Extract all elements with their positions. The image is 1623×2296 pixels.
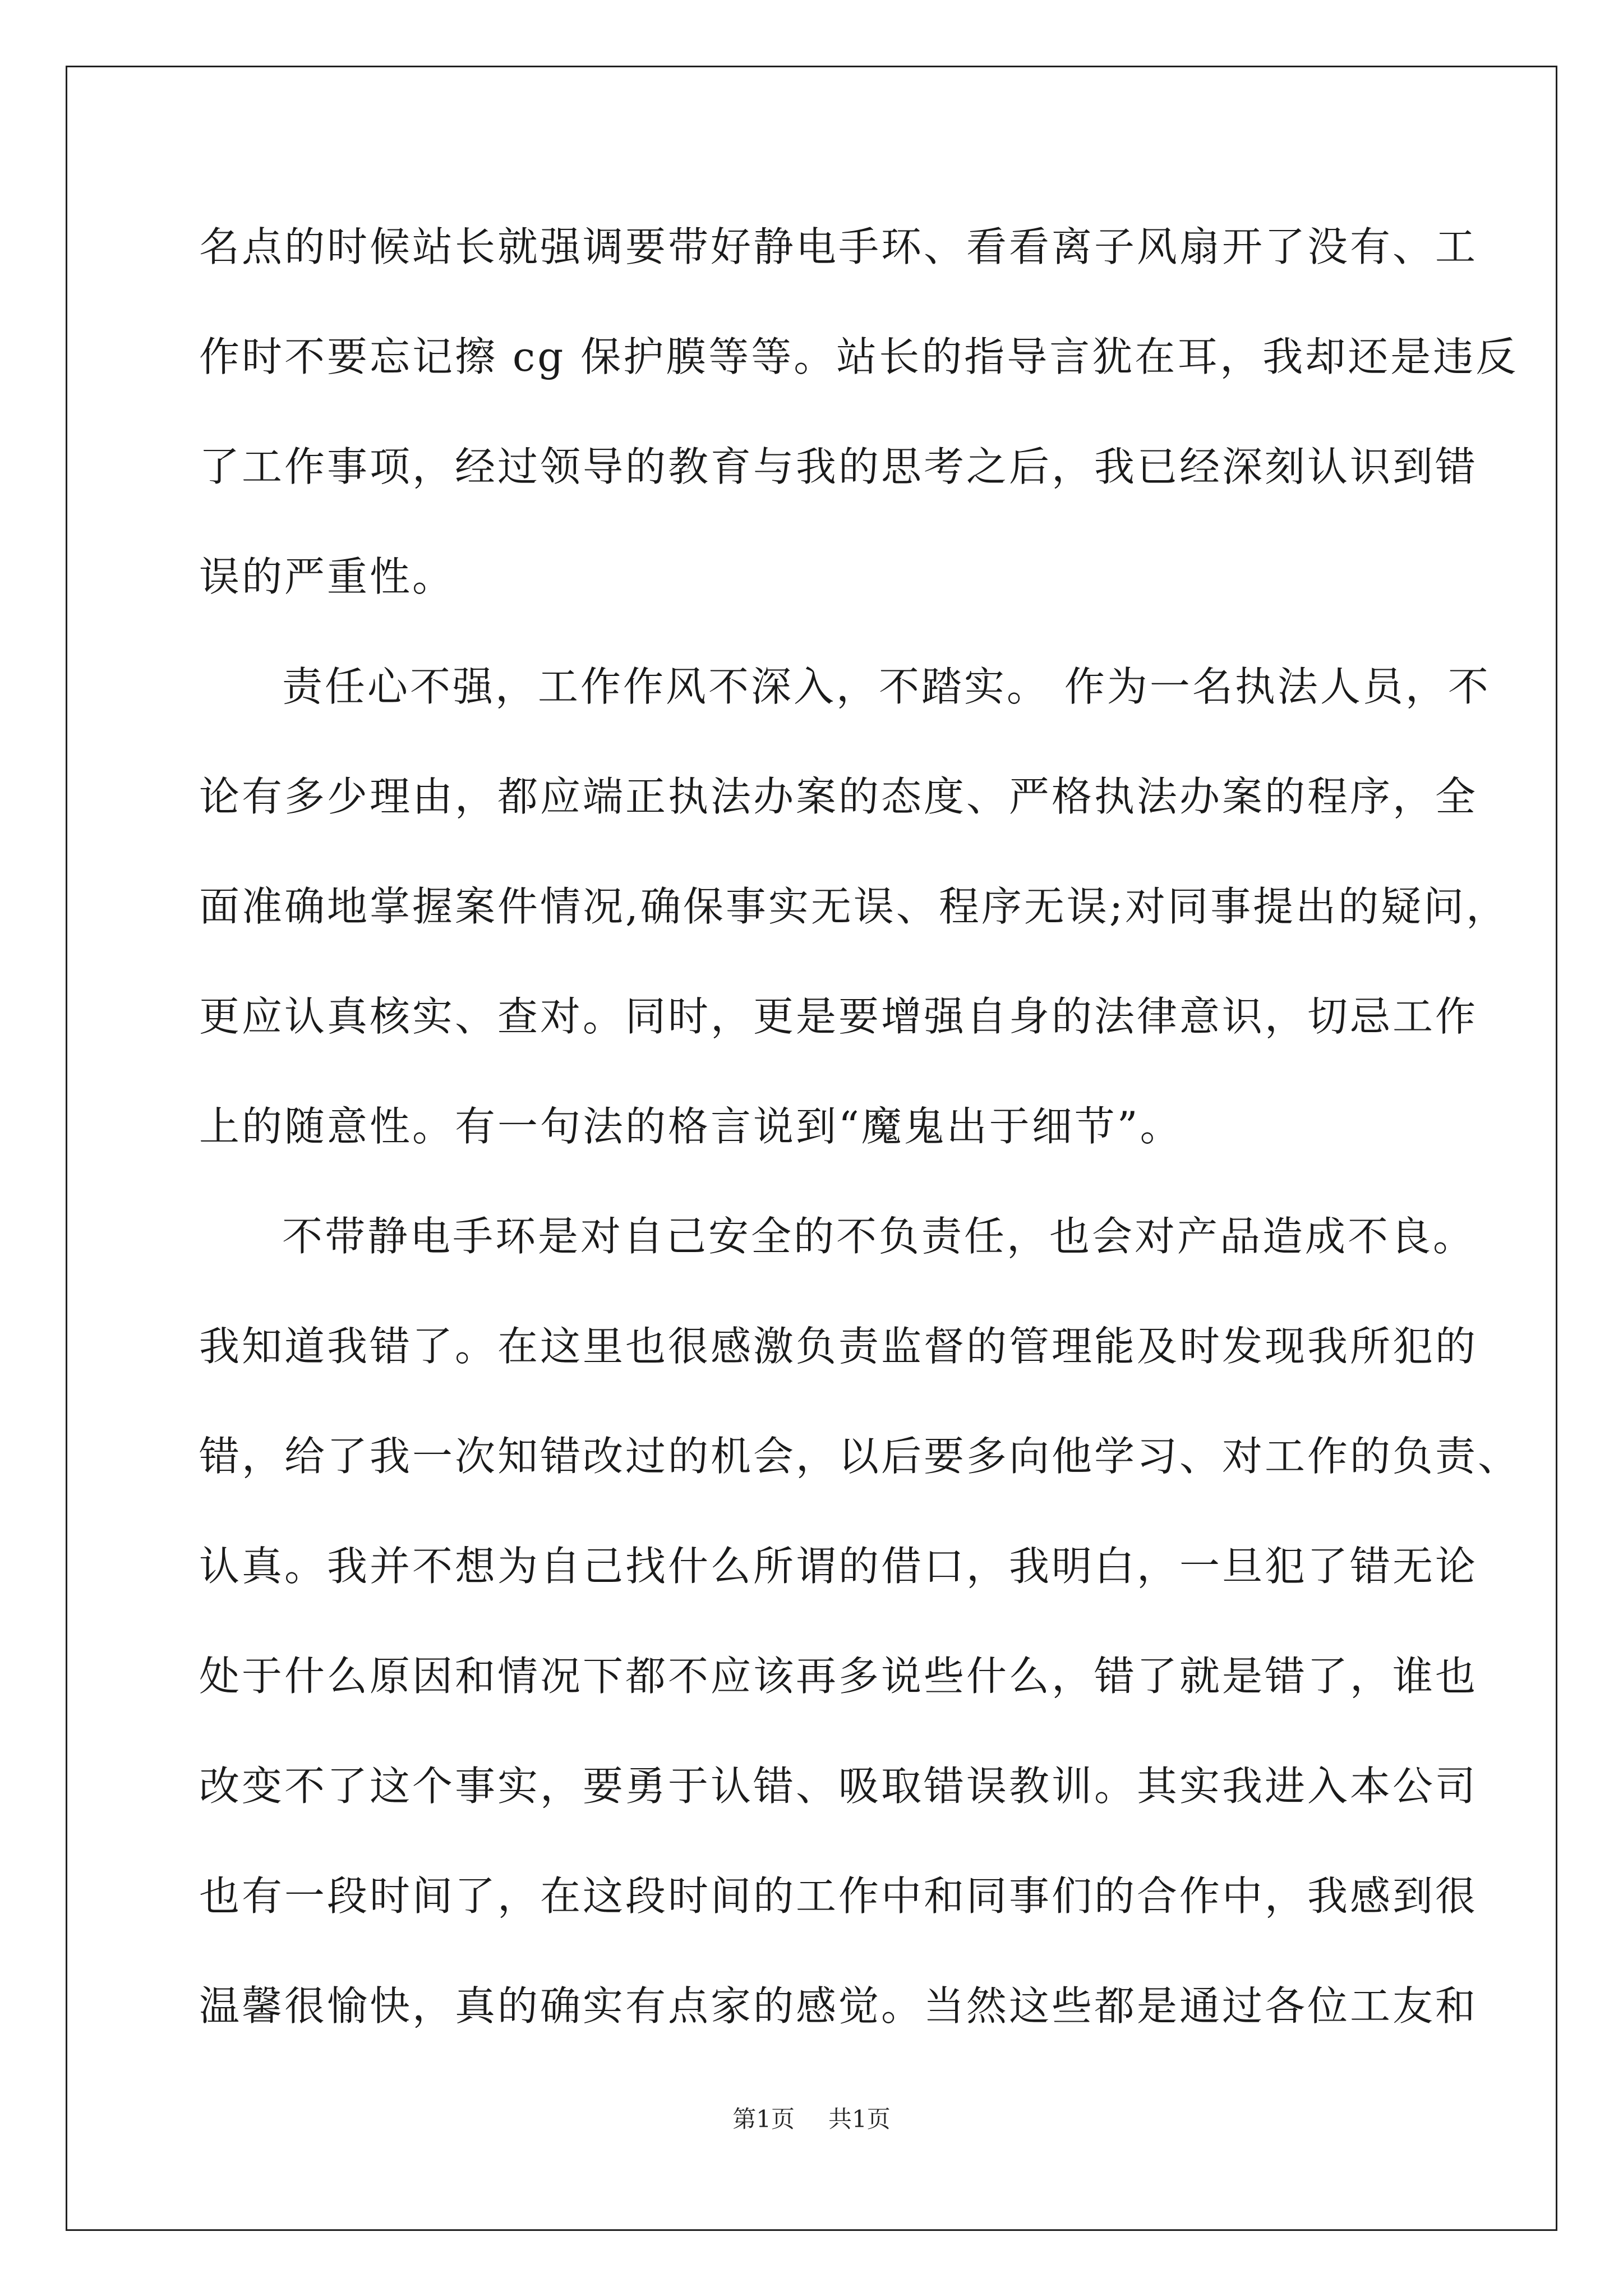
text-line: 温馨很愉快，真的确实有点家的感觉。当然这些都是通过各位工友和 — [199, 1982, 1478, 2030]
text-line: 认真。我并不想为自己找什么所谓的借口，我明白，一旦犯了错无论 — [199, 1543, 1478, 1590]
text-line: 名点的时候站长就强调要带好静电手环、看看离子风扇开了没有、工 — [199, 223, 1478, 270]
text-line: 也有一段时间了，在这段时间的工作中和同事们的合作中，我感到很 — [199, 1872, 1478, 1920]
page-footer — [0, 2102, 1623, 2136]
page-number: 第1页 — [732, 2105, 795, 2133]
text-line: 我知道我错了。在这里也很感激负责监督的管理能及时发现我所犯的 — [199, 1323, 1478, 1370]
paragraph-first-line: 不带静电手环是对自己安全的不负责任，也会对产品造成不良。 — [282, 1213, 1476, 1260]
text-line: 更应认真核实、查对。同时，更是要增强自身的法律意识，切忌工作 — [199, 993, 1478, 1040]
text-line: 论有多少理由，都应端正执法办案的态度、严格执法办案的程序，全 — [199, 773, 1478, 820]
document-body — [199, 213, 1521, 2082]
total-pages: 共1页 — [828, 2105, 891, 2133]
text-line: 误的严重性。 — [199, 553, 455, 600]
text-line: 面准确地掌握案件情况,确保事实无误、程序无误;对同事提出的疑问， — [199, 883, 1509, 930]
paragraph-first-line: 责任心不强，工作作风不深入，不踏实。 作为一名执法人员，不 — [282, 663, 1491, 710]
text-line: 了工作事项，经过领导的教育与我的思考之后，我已经深刻认识到错 — [199, 443, 1478, 490]
text-line: 改变不了这个事实，要勇于认错、吸取错误教训。其实我进入本公司 — [199, 1763, 1478, 1810]
text-line: 错，给了我一次知错改过的机会，以后要多向他学习、对工作的负责、 — [199, 1433, 1521, 1480]
text-line: 处于什么原因和情况下都不应该再多说些什么，错了就是错了，谁也 — [199, 1653, 1478, 1700]
text-line: 作时不要忘记擦 cg 保护膜等等。站长的指导言犹在耳，我却还是违反 — [199, 333, 1519, 380]
text-line: 上的随意性。有一句法的格言说到“魔鬼出于细节”。 — [199, 1103, 1183, 1150]
